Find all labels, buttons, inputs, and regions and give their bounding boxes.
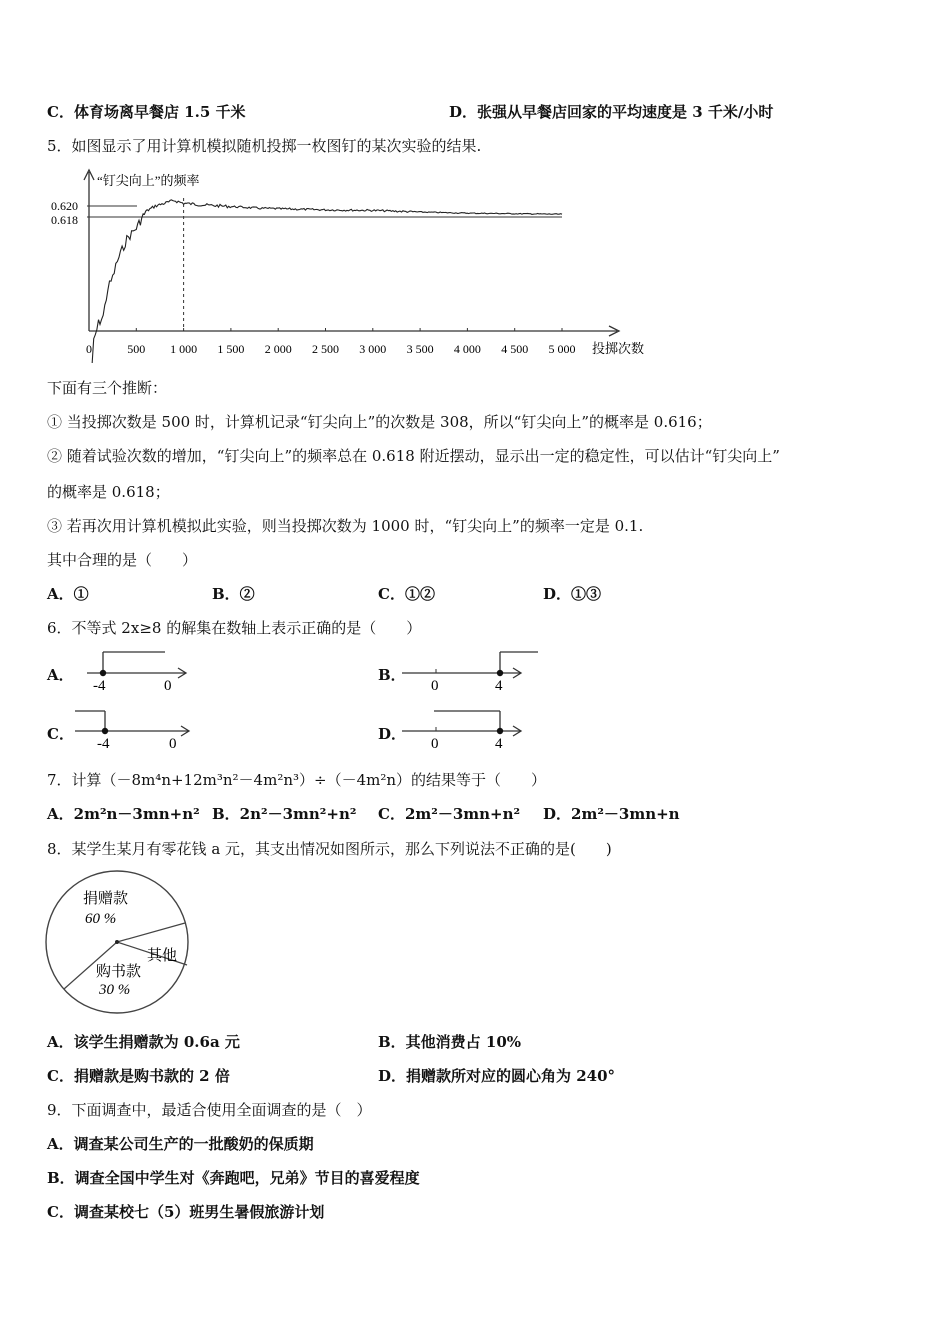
q8-option-b[interactable]: B．其他消费占 10%	[378, 1033, 522, 1051]
q5-option-d[interactable]: D．①③	[543, 585, 602, 603]
y-tick-label: 0.620	[51, 199, 78, 213]
x-tick-label: 3 500	[406, 342, 434, 356]
q5-option-c[interactable]: C．①②	[378, 585, 435, 603]
pie-label-other: 其他	[147, 948, 178, 964]
q6-number-line-b[interactable]	[400, 648, 540, 694]
q6a-label-neg4: -4	[93, 678, 106, 694]
pie-pct-donation: 60 %	[85, 911, 117, 927]
q6-stem: 6．不等式 2x≥8 的解集在数轴上表示正确的是（ ）	[47, 619, 422, 637]
q6c-label-neg4: -4	[97, 736, 110, 752]
q6-option-a-letter[interactable]: A．	[47, 666, 74, 684]
q7-option-d[interactable]: D．2m²－3mn+n	[543, 805, 680, 823]
x-tick-label: 4 500	[501, 342, 529, 356]
q6-option-b-letter[interactable]: B．	[378, 666, 406, 684]
q5-statement-2a: ② 随着试验次数的增加，“钉尖向上”的频率总在 0.618 附近摆动，显示出一定的稳定性，可以估计“钉尖向上”	[47, 447, 780, 465]
frequency-line-chart	[47, 168, 667, 363]
q5-option-b[interactable]: B．②	[212, 585, 255, 603]
q7-stem: 7．计算（－8m⁴n+12m³n²－4m²n³）÷（－4m²n）的结果等于（ ）	[47, 771, 547, 789]
pie-pct-books: 30 %	[99, 982, 131, 998]
x-tick-label: 500	[127, 342, 146, 356]
q9-stem: 9．下面调查中，最适合使用全面调查的是（ ）	[47, 1101, 372, 1119]
q5-ask: 其中合理的是（ ）	[47, 551, 198, 569]
x-tick-label: 4 000	[453, 342, 481, 356]
q6a-label-0: 0	[164, 678, 172, 694]
q9-option-c[interactable]: C．调查某校七（5）班男生暑假旅游计划	[47, 1203, 325, 1221]
y-tick-label: 0.618	[51, 213, 78, 227]
x-tick-label: 2 000	[264, 342, 292, 356]
q8-option-d[interactable]: D．捐赠款所对应的圆心角为 240°	[378, 1067, 616, 1085]
q5-option-a[interactable]: A．①	[47, 585, 89, 603]
pie-label-books: 购书款	[96, 964, 142, 980]
q6-number-line-d[interactable]	[400, 706, 525, 752]
x-tick-label: 5 000	[548, 342, 576, 356]
x-tick-label: 1 500	[217, 342, 245, 356]
q6-number-line-a[interactable]	[85, 648, 195, 694]
x-tick-label: 2 500	[312, 342, 339, 356]
q8-option-c[interactable]: C．捐赠款是购书款的 2 倍	[47, 1067, 230, 1085]
x-tick-label: 1 000	[170, 342, 198, 356]
spending-pie-chart	[43, 868, 193, 1018]
x-tick-label: 3 000	[359, 342, 387, 356]
prev-option-d: D．张强从早餐店回家的平均速度是 3 千米/小时	[449, 103, 774, 121]
q6b-label-0: 0	[431, 678, 439, 694]
q6c-label-0: 0	[169, 736, 177, 752]
q9-option-a[interactable]: A．调查某公司生产的一批酸奶的保质期	[47, 1135, 314, 1153]
q5-statement-3: ③ 若再次用计算机模拟此实验，则当投掷次数为 1000 时，“钉尖向上”的频率一定是 0.1.	[47, 517, 644, 535]
q5-statement-2b: 的概率是 0.618；	[47, 483, 170, 501]
q6-option-d-letter[interactable]: D．	[378, 725, 407, 743]
q6-number-line-c[interactable]	[73, 706, 198, 752]
q7-option-c[interactable]: C．2m²－3mn+n²	[378, 805, 521, 823]
q5-lead: 下面有三个推断：	[47, 379, 168, 397]
q6b-label-4: 4	[495, 678, 503, 694]
q8-stem: 8．某学生某月有零花钱 a 元，其支出情况如图所示，那么下列说法不正确的是( )	[47, 840, 612, 858]
x-axis-label: 投掷次数	[592, 341, 645, 356]
pie-label-donation: 捐赠款	[83, 891, 129, 907]
prev-option-c: C．体育场离早餐店 1.5 千米	[47, 103, 246, 121]
q7-option-a[interactable]: A．2m²n－3mn+n²	[47, 805, 200, 823]
chart-title: “钉尖向上”的频率	[97, 173, 200, 188]
q6-option-c-letter[interactable]: C．	[47, 725, 74, 743]
q5-stem: 5．如图显示了用计算机模拟随机投掷一枚图钉的某次实验的结果.	[47, 137, 482, 155]
q5-statement-1: ① 当投掷次数是 500 时，计算机记录“钉尖向上”的次数是 308，所以“钉尖向上”的概率是 0.616；	[47, 413, 712, 431]
q7-option-b[interactable]: B．2n²－3mn²+n²	[212, 805, 357, 823]
q8-option-a[interactable]: A．该学生捐赠款为 0.6a 元	[47, 1033, 240, 1051]
q9-option-b[interactable]: B．调查全国中学生对《奔跑吧，兄弟》节目的喜爱程度	[47, 1169, 420, 1187]
q6d-label-4: 4	[495, 736, 503, 752]
q6d-label-0: 0	[431, 736, 439, 752]
x-tick-label: 0	[86, 342, 92, 356]
